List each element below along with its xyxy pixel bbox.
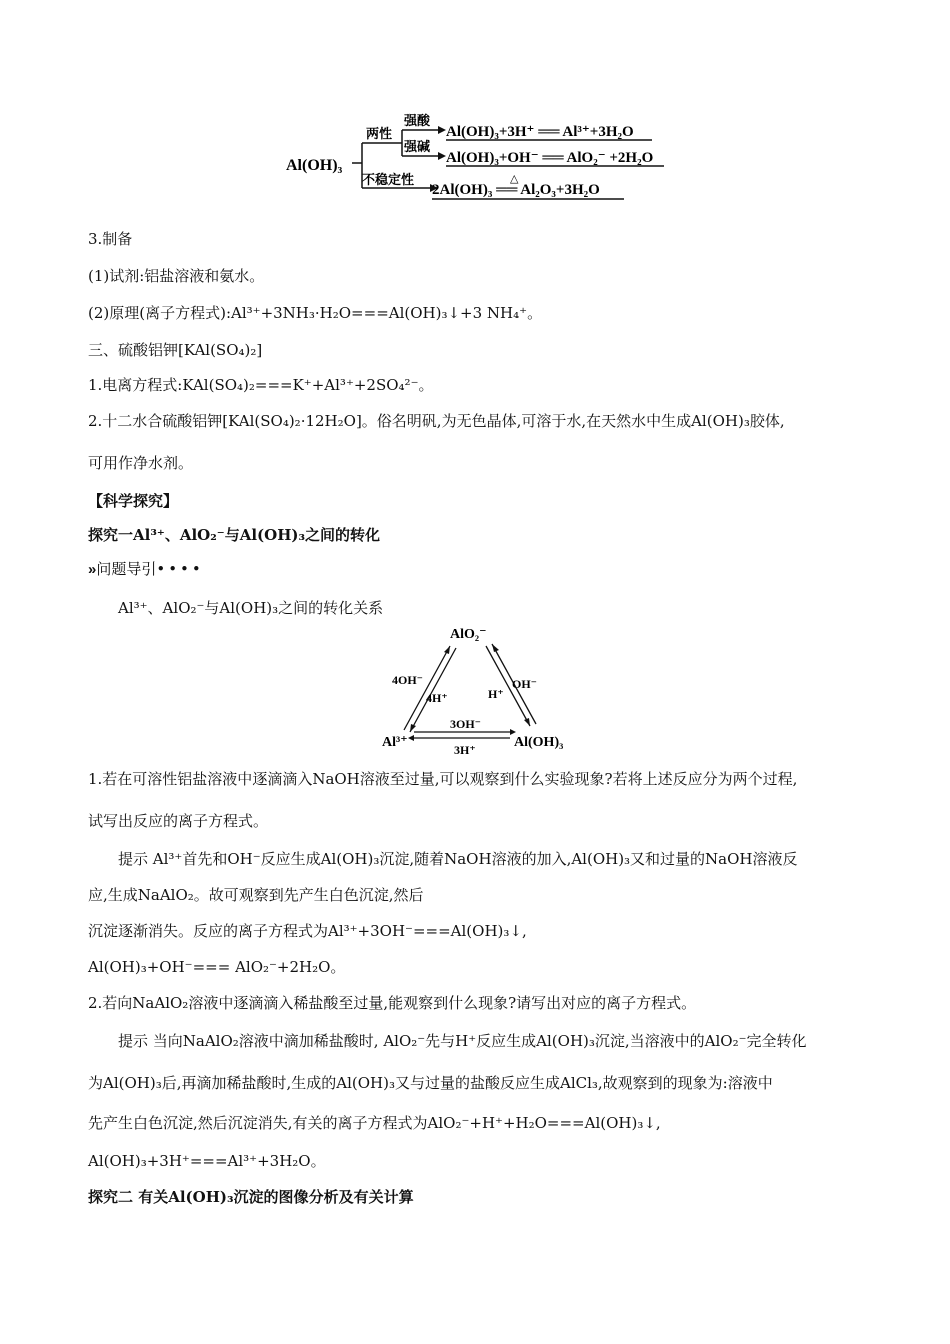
question2-hint-line1: 提示 当向NaAlO₂溶液中滴加稀盐酸时, AlO₂⁻先与H⁺反应生成Al(OH)₃沉淀,当溶液中的AlO₂⁻完全转化 — [118, 1032, 807, 1050]
triangle-label-3h: 3H⁺ — [454, 743, 476, 757]
question-guide — [88, 558, 204, 579]
question2-line1: 2.若向NaAlO₂溶液中逐滴滴入稀盐酸至过量,能观察到什么现象?请写出对应的离子方程式。 — [88, 994, 697, 1012]
diagram1-amphoteric-label: 两性 — [366, 126, 393, 141]
triangle-top-aluminate: AlO₂⁻ — [450, 627, 487, 642]
triangle-left-al3: Al³⁺ — [382, 735, 408, 750]
dots-icon: •••• — [156, 560, 204, 578]
triangle-right-aloh3: Al(OH)₃ — [514, 735, 564, 750]
question2-hint-line3: 先产生白色沉淀,然后沉淀消失,有关的离子方程式为AlO₂⁻+H⁺+H₂O===Al(OH)₃↓, — [88, 1114, 661, 1132]
science-inquiry-heading: 【科学探究】 — [88, 492, 179, 510]
triangle-label-h: H⁺ — [488, 687, 504, 701]
question1-line2: 试写出反应的离子方程式。 — [88, 812, 269, 830]
diagram1-eq-heat: 2Al(OH)₃ ══ Al₂O₃+3H₂O — [432, 182, 600, 198]
diagram1-eq-acid: Al(OH)₃+3H⁺ ══ Al³⁺+3H₂O — [446, 124, 634, 140]
aloh3-properties-diagram — [280, 108, 680, 208]
double-chevron-icon: » — [88, 561, 97, 578]
part-potassium-alum-title: 三、硫酸铝钾[KAl(SO₄)₂] — [88, 341, 263, 359]
question1-hint-line1: 提示 Al³⁺首先和OH⁻反应生成Al(OH)₃沉淀,随着NaOH溶液的加入,Al(OH)₃又和过量的NaOH溶液反 — [118, 850, 798, 868]
question1-hint-line4: Al(OH)₃+OH⁻=== AlO₂⁻+2H₂O。 — [88, 958, 346, 976]
relation-caption: Al³⁺、AlO₂⁻与Al(OH)₃之间的转化关系 — [118, 599, 384, 617]
diagram1-strong-base-label: 强碱 — [404, 139, 431, 154]
section-preparation-title: 3.制备 — [88, 230, 133, 248]
alum-ionization: 1.电离方程式:KAl(SO₄)₂===K⁺+Al³⁺+2SO₄²⁻。 — [88, 376, 434, 394]
question1-line1: 1.若在可溶性铝盐溶液中逐滴滴入NaOH溶液至过量,可以观察到什么实验现象?若将上述反应分为两个过程, — [88, 770, 798, 788]
question2-hint-line4: Al(OH)₃+3H⁺===Al³⁺+3H₂O。 — [88, 1152, 326, 1170]
question2-hint-line2: 为Al(OH)₃后,再滴加稀盐酸时,生成的Al(OH)₃又与过量的盐酸反应生成AlCl₃,故观察到的现象为:溶液中 — [88, 1074, 773, 1092]
triangle-label-oh: OH⁻ — [512, 677, 538, 691]
triangle-label-4oh: 4OH⁻ — [392, 673, 424, 687]
explore2-title: 探究二 有关Al(OH)₃沉淀的图像分析及有关计算 — [88, 1188, 414, 1206]
diagram1-root: Al(OH)₃ — [286, 157, 343, 174]
preparation-principle: (2)原理(离子方程式):Al³⁺+3NH₃·H₂O===Al(OH)₃↓+3 NH₄⁺。 — [88, 304, 543, 322]
diagram1-strong-acid-label: 强酸 — [404, 113, 431, 128]
preparation-reagent: (1)试剂:铝盐溶液和氨水。 — [88, 267, 265, 285]
triangle-label-4h: 4H⁺ — [426, 691, 448, 705]
explore1-title: 探究一Al³⁺、AlO₂⁻与Al(OH)₃之间的转化 — [88, 526, 381, 544]
question1-hint-line2: 应,生成NaAlO₂。故可观察到先产生白色沉淀,然后 — [88, 886, 424, 904]
question1-hint-line3: 沉淀逐渐消失。反应的离子方程式为Al³⁺+3OH⁻===Al(OH)₃↓, — [88, 922, 527, 940]
question-guide-label: 问题导引 — [96, 560, 157, 578]
diagram1-eq-base: Al(OH)₃+OH⁻ ══ AlO₂⁻ +2H₂O — [446, 150, 654, 166]
diagram1-unstable-label: 不稳定性 — [362, 172, 415, 187]
triangle-label-3oh: 3OH⁻ — [450, 717, 482, 731]
diagram1-heat-symbol: △ — [510, 173, 519, 185]
alum-description-line2: 可用作净水剂。 — [88, 454, 194, 472]
conversion-triangle-diagram — [380, 622, 580, 762]
alum-description-line1: 2.十二水合硫酸铝钾[KAl(SO₄)₂·12H₂O]。俗名明矾,为无色晶体,可溶于水,在天然水中生成Al(OH)₃胶体, — [88, 412, 785, 430]
